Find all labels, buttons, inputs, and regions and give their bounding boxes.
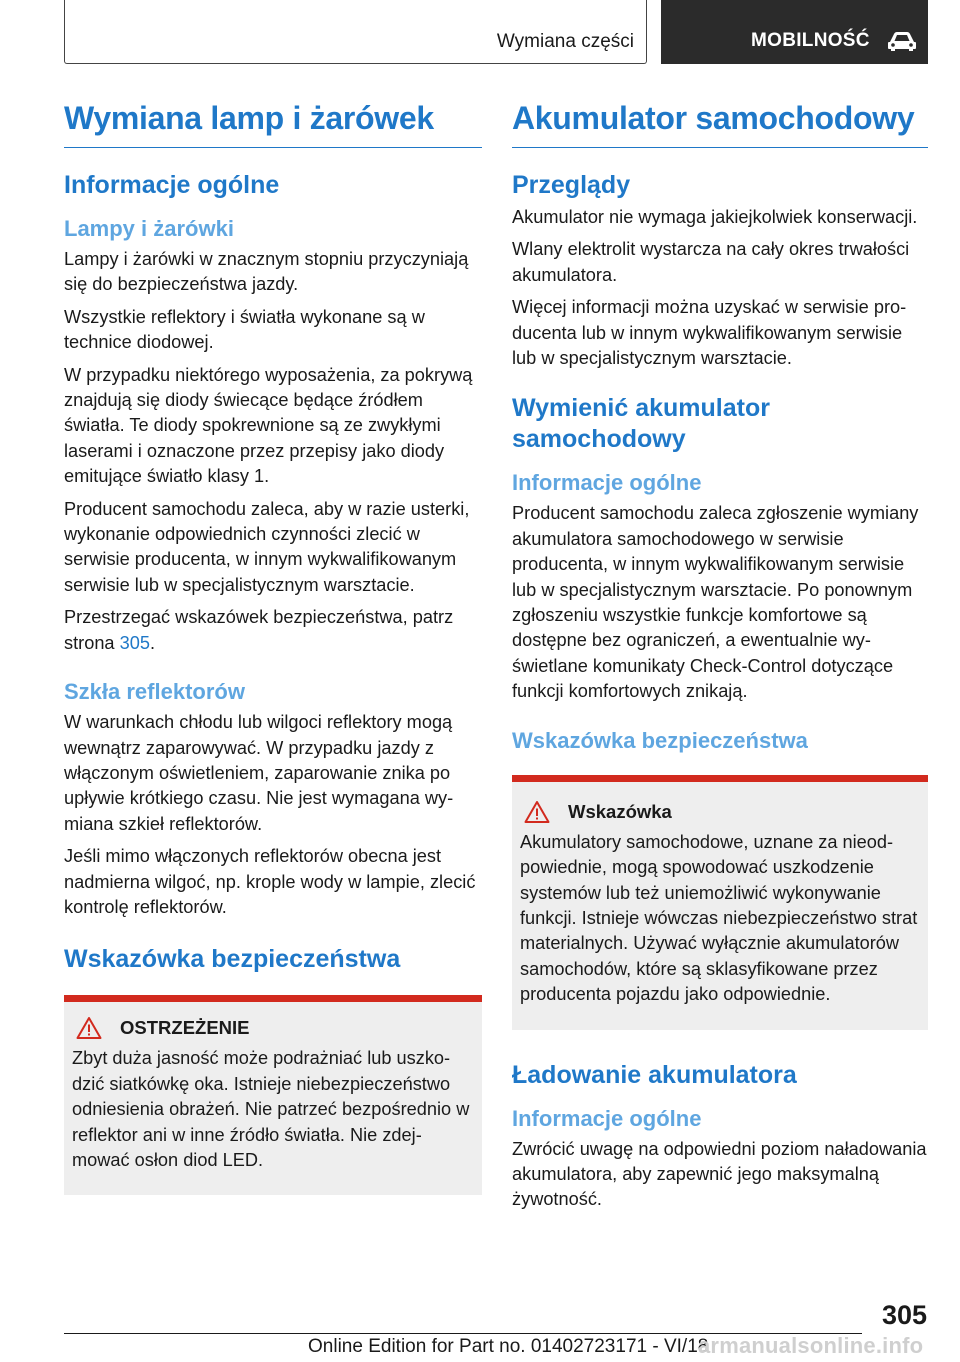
header-section-box bbox=[64, 0, 647, 64]
car-icon bbox=[887, 30, 917, 52]
left-column bbox=[64, 100, 482, 1195]
paragraph: Producent samochodu zaleca zgłoszenie wymiany akumulatora samochodowego w serwisie producenta, w innym wykwalifikowanym serwisie lub w specjalistycznym warsztacie. Po ponownym zgłoszeniu wszystkie funkcje komfortowe są dostępne bez ograniczeń, a ewentualnie wyświetlane komunikaty Check-Control dotyczące funkcji komfortowych znikają. bbox=[512, 503, 919, 702]
heading-safety: Wskazówka bezpieczeństwa bbox=[64, 945, 401, 974]
header-chapter-title: MOBILNOŚĆ bbox=[751, 30, 870, 51]
subheading-glass: Szkła reflektorów bbox=[64, 679, 245, 705]
section-title-battery: Akumulator samochodowy bbox=[512, 100, 928, 148]
warning-title: OSTRZEŻENIE bbox=[120, 1017, 250, 1039]
header-chapter-box bbox=[661, 0, 928, 64]
header-section-title: Wymiana części bbox=[496, 31, 634, 52]
note-bar bbox=[512, 775, 928, 782]
warning-header bbox=[72, 1016, 472, 1040]
watermark: armanualsonline.info bbox=[698, 1333, 924, 1358]
paragraph: Zwrócić uwagę na odpowiedni poziom naładowania akumulatora, aby zapewnić jego maksymalną żywotność. bbox=[512, 1138, 927, 1210]
warning-bar bbox=[64, 995, 482, 1002]
paragraph: Więcej informacji można uzyskać w serwisie producenta lub w innym wykwalifikowanym serwisie lub w specjalistycznym warsztacie. bbox=[512, 297, 907, 369]
subheading-lamps: Lampy i żarówki bbox=[64, 216, 234, 241]
heading-general-info: Informacje ogólne bbox=[64, 171, 280, 199]
subheading-general-info: Informacje ogólne bbox=[512, 470, 702, 496]
page-number: 305 bbox=[881, 1300, 927, 1330]
paragraph-with-link bbox=[64, 605, 482, 656]
paragraph: W przypadku niektórego wyposażenia, za pokrywą znajdują się diody świecące będące źródłem światła. Te diody spokrewnione są ze zwykłymi laserami i oznaczone przez przepisy jako diody emitujące światło klasy 1. bbox=[64, 364, 473, 487]
subheading-general-info-2: Informacje ogólne bbox=[512, 1105, 702, 1131]
section-title-lamps: Wymiana lamp i żarówek bbox=[64, 100, 482, 148]
note-box bbox=[512, 782, 928, 1030]
subheading-safety: Wskazówka bezpieczeństwa bbox=[512, 727, 808, 753]
note-header bbox=[520, 800, 918, 824]
paragraph: Lampy i żarówki w znacznym stopniu przyczyniają się do bezpieczeństwa jazdy. bbox=[64, 249, 469, 295]
note-text: Akumulatory samochodowe, uznane za nieodpowiednie, mogą spowodować uszkodzenie systemów lub też uniemożliwić wykonywanie funkcji. Istnieje wówczas niebezpieczeństwo strat materialnych. Używać wyłącznie akumulatorów samochodów, które są sklasyfikowane przez producenta pojazdu jako odpowiednie. bbox=[520, 831, 918, 1005]
paragraph: Wszystkie reflektory i światła wykonane są w technice diodowej. bbox=[64, 306, 425, 353]
right-column bbox=[512, 100, 928, 1220]
paragraph-text: . bbox=[149, 632, 156, 653]
heading-inspections: Przeglądy bbox=[512, 171, 631, 199]
paragraph-text: Przestrzegać wskazówek bezpieczeństwa, patrz strona bbox=[64, 607, 454, 653]
warning-triangle-icon bbox=[76, 1016, 102, 1040]
heading-charging: Ładowanie akumulatora bbox=[512, 1060, 797, 1089]
paragraph: Jeśli mimo włączonych reflektorów obecna jest nadmierna wilgoć, np. krople wody w lampie, zlecić kontrolę reflektorów. bbox=[64, 846, 476, 917]
page-reference-link[interactable]: 305 bbox=[119, 632, 150, 653]
paragraph: W warunkach chłodu lub wilgoci reflektory mogą wewnątrz zaparowywać. W przypadku jazdy z włączonym oświetleniem, zaparowanie znika po upływie krótkiego czasu. Nie jest wymagana wymiana szkieł reflektorów. bbox=[64, 712, 454, 834]
warning-text: Zbyt duża jasność może podrażniać lub uszkodzić siatkówkę oka. Istnieje niebezpieczeństwo odniesienia obrażeń. Nie patrzeć bezpośrednio w reflektor ani w inne źródło światła. Nie zdejmować osłon diod LED. bbox=[72, 1048, 470, 1170]
heading-replace-battery: Wymienić akumulator samochodowy bbox=[512, 394, 770, 454]
paragraph: Producent samochodu zaleca, aby w razie usterki, wykonanie odpowiednich czynności zlecić w serwisie producenta, w innym wykwalifikowanym serwisie lub w specjalistycznym warsztacie. bbox=[64, 498, 470, 595]
note-title: Wskazówka bbox=[568, 800, 672, 822]
footer-edition: Online Edition for Part no. 01402723171 - VI/18 bbox=[308, 1336, 709, 1357]
warning-box bbox=[64, 1002, 482, 1195]
paragraph: Akumulator nie wymaga jakiejkolwiek konserwacji. bbox=[512, 207, 918, 227]
warning-triangle-icon bbox=[524, 800, 550, 824]
paragraph: Wlany elektrolit wystarcza na cały okres trwałości akumulatora. bbox=[512, 239, 910, 285]
